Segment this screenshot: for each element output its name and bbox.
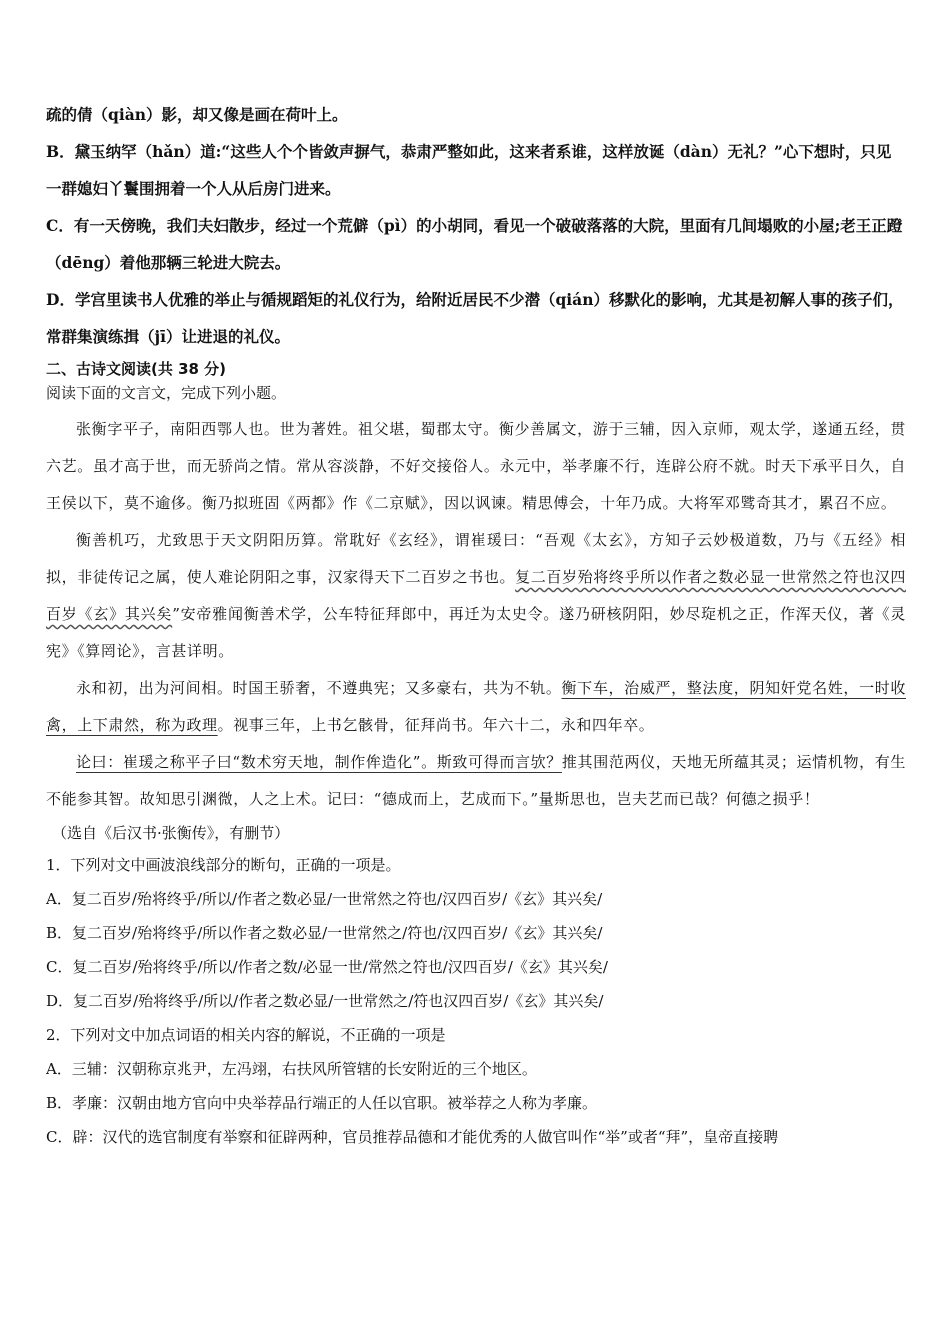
wavy-underlined-text: 复二百岁殆将终乎所以作者之数必显一世常然之符也汉四百岁《玄》其兴矣 [46,568,906,623]
question-2-option-c: C．辟：汉代的选官制度有举察和征辟两种，官员推荐品德和才能优秀的人做官叫作“举”或者“拜”，皇帝直接聘 [46,1128,779,1146]
question-1-option-c: C．复二百岁/殆将终乎/所以/作者之数/必显一世/常然之符也/汉四百岁/《玄》其兴矣/ [46,958,608,976]
question-1-option-b: B．复二百岁/殆将终乎/所以作者之数必显/一世常然之/符也/汉四百岁/《玄》其兴矣/ [46,924,603,942]
passage-text: 永和初，出为河间相。时国王骄奢，不遵典宪；又多豪右，共为不轨。 [76,679,562,697]
questions [46,848,906,1154]
exam-page [46,96,906,1154]
passage-text: 。视事三年，上书乞骸骨，征拜尚书。年六十二，永和四年卒。 [217,716,655,734]
question-2-option-a: A．三辅：汉朝称京兆尹，左冯翊，右扶风所管辖的长安附近的三个地区。 [46,1060,537,1078]
passage-paragraph-2 [46,522,906,670]
passage-text: 推其围范两仪，天地无所蕴其灵；运情机物，有生不能参其智。故知思引渊微，人之上术。记曰：“德成而上，艺成而下。”量斯思也，岂夫艺而已哉？何德之损乎！ [46,753,906,808]
option-a-tail: 疏的倩（qiàn）影，却又像是画在荷叶上。 [46,105,348,124]
option-d: D．学宫里读书人优雅的举止与循规蹈矩的礼仪行为，给附近居民不少潜（qián）移默化的影响，尤其是初解人事的孩子们，常群集演练揖（jī）让进退的礼仪。 [46,290,904,346]
option-c: C．有一天傍晚，我们夫妇散步，经过一个荒僻（pì）的小胡同，看见一个破破落落的大院，里面有几间塌败的小屋;老王正蹬（dēng）着他那辆三轮进大院去。 [46,216,903,272]
passage-source: （选自《后汉书·张衡传》，有删节） [52,824,290,842]
passage-paragraph-4 [46,744,906,818]
question-1-stem: 1．下列对文中画波浪线部分的断句，正确的一项是。 [46,856,401,874]
passage-text: 衡善机巧，尤致思于天文阴阳历算。常耽好《玄经》，谓崔瑗曰：“吾观《太玄》，方知子云妙极道数，乃与《五经》相拟，非徒传记之属，使人难论阴阳之事，汉家得天下二百岁之书也。 [46,531,906,586]
question-2-option-b: B．孝廉：汉朝由地方官向中央举荐品行端正的人任以官职。被举荐之人称为孝廉。 [46,1094,598,1112]
passage-paragraph-1: 张衡字平子，南阳西鄂人也。世为著姓。祖父堪，蜀郡太守。衡少善属文，游于三辅，因入京师，观太学，遂通五经，贯六艺。虽才高于世，而无骄尚之情。常从容淡静，不好交接俗人。永元中，举孝廉不行，连辟公府不就。时天下承平日久，自王侯以下，莫不逾侈。衡乃拟班固《两都》作《二京赋》，因以讽谏。精思傅会，十年乃成。大将军邓骘奇其才，累召不应。 [46,420,906,512]
question-1-option-a: A．复二百岁/殆将终乎/所以/作者之数必显/一世常然之符也/汉四百岁/《玄》其兴矣/ [46,890,603,908]
classical-passage [46,411,906,818]
passage-paragraph-3 [46,670,906,744]
passage-text: ”安帝雅闻衡善术学，公车特征拜郎中，再迁为太史令。遂乃研核阴阳，妙尽琁机之正，作浑天仪，著《灵宪》《算罔论》，言甚详明。 [46,605,906,660]
underlined-text: 论曰：崔瑗之称平子曰“数术穷天地，制作侔造化”。斯致可得而言欤？ [76,753,562,771]
question-2-stem: 2．下列对文中加点词语的相关内容的解说，不正确的一项是 [46,1026,446,1044]
question-options-part1 [46,96,906,355]
underlined-text: 衡下车，治威严，整法度，阴知奸党名姓，一时收禽，上下肃然，称为政理 [46,679,907,734]
question-1-option-d: D．复二百岁/殆将终乎/所以/作者之数必显/一世常然之/符也汉四百岁/《玄》其兴矣/ [46,992,604,1010]
section-instruction: 阅读下面的文言文，完成下列小题。 [46,384,287,402]
option-b: B．黛玉纳罕（hǎn）道:“这些人个个皆敛声摒气，恭肃严整如此，这来者系谁，这样放诞（dàn）无礼？”心下想时，只见一群媳妇丫鬟围拥着一个人从后房门进来。 [46,142,892,198]
section-title: 二、古诗文阅读(共 38 分) [46,360,227,378]
